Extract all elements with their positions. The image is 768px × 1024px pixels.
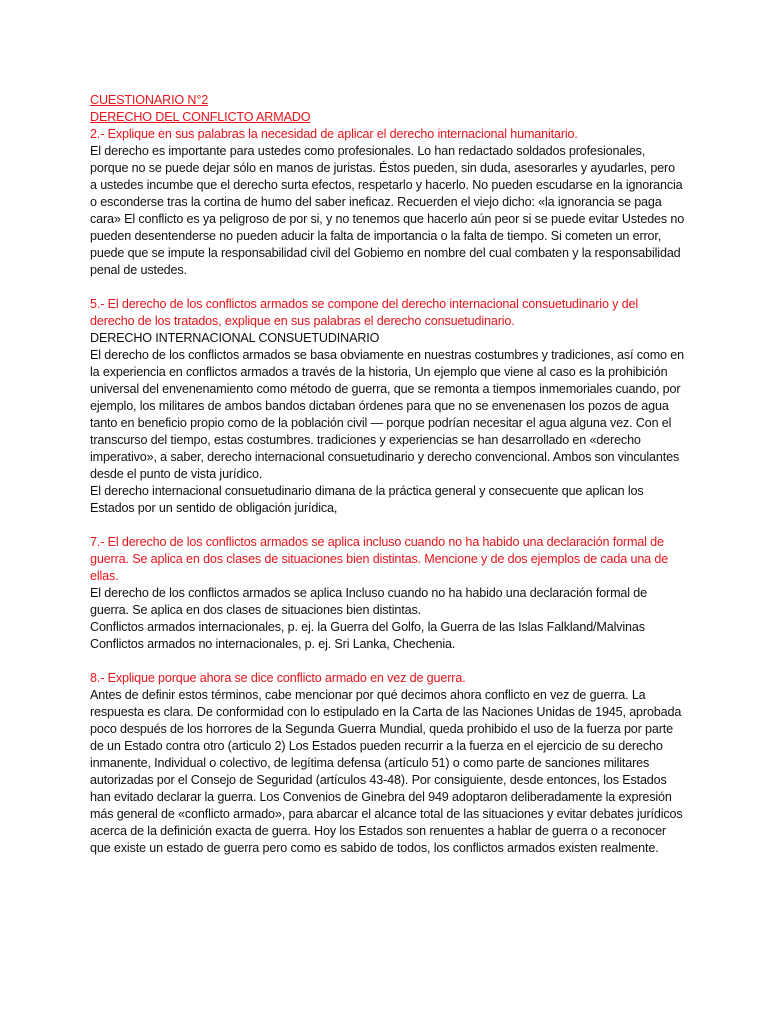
answer-7: El derecho de los conflictos armados se aplica Incluso cuando no ha habido una declaración formal de guerra. Se aplica en dos clases de situaciones bien distintas. [90,586,647,617]
document-page [90,92,685,857]
answer-5: El derecho de los conflictos armados se basa obviamente en nuestras costumbres y tradiciones, así como en la experiencia en conflictos armados a través de la historia, Un ejemplo que viene al caso es la prohibición universal del envenenamiento como método de guerra, que se remonta a tiempos inmemoriales cuando, por ejemplo, los militares de ambos bandos dictaban órdenes para que no se envenenasen los pozos de agua tanto en beneficio propio como de la población civil — porque podrían necesitar el agua alguna vez. Con el transcurso del tiempo, estas costumbres. tradiciones y experiencias se han desarrollado en «derecho imperativo», a saber, derecho internacional consuetudinario y derecho convencional. Ambos son vinculantes desde el punto de vista jurídico. [90,348,684,481]
spacer [90,517,685,534]
section-subheading: DERECHO INTERNACIONAL CONSUETUDINARIO [90,331,380,345]
answer-5-continued: El derecho internacional consuetudinario dimana de la práctica general y consecuente que aplican los Estados por un sentido de obligación jurídica, [90,484,644,515]
document-subtitle: DERECHO DEL CONFLICTO ARMADO [90,110,311,124]
answer-8: Antes de definir estos términos, cabe mencionar por qué decimos ahora conflicto en vez de guerra. La respuesta es clara. De conformidad con lo estipulado en la Carta de las Naciones Unidas de 1945, aprobada poco después de los horrores de la Segunda Guerra Mundial, queda prohibido el uso de la fuerza por parte de un Estado contra otro (articulo 2) Los Estados pueden recurrir a la fuerza en el ejercicio de su derecho inmanente, Individual o colectivo, de legítima defensa (artículo 51) o como parte de sanciones militares autorizadas por el Consejo de Seguridad (artículos 43-48). Por consiguiente, desde entonces, los Estados han evitado declarar la guerra. Los Convenios de Ginebra del 949 adoptaron deliberadamente la expresión más general de «conflicto armado», para abarcar el alcance total de las situaciones y evitar debates jurídicos acerca de la definición exacta de guerra. Hoy los Estados son renuentes a hablar de guerra o a reconocer que existe un estado de guerra pero como es sabido de todos, los conflictos armados existen realmente. [90,688,683,855]
answer-7-non-international: Conflictos armados no internacionales, p. ej. Sri Lanka, Chechenia. [90,637,456,651]
document-title: CUESTIONARIO N°2 [90,93,209,107]
answer-2: El derecho es importante para ustedes como profesionales. Lo han redactado soldados profesionales, porque no se puede dejar sólo en manos de juristas. Éstos pueden, sin duda, asesorarles y ayudarles, pero a ustedes incumbe que el derecho surta efectos, respetarlo y hacerlo. No pueden escudarse en la ignorancia o esconderse tras la cortina de humo del saber ineficaz. Recuerden el viejo dicho: «la ignorancia se paga cara» El conflicto es ya peligroso de por si, y no tenemos que hacerlo aún peor si se puede evitar Ustedes no pueden desentenderse no pueden aducir la falta de importancia o la falta de tiempo. Si cometen un error, puede que se impute la responsabilidad civil del Gobiemo en nombre del cual combaten y la responsabilidad penal de ustedes. [90,144,685,277]
answer-7-international: Conflictos armados internacionales, p. ej. la Guerra del Golfo, la Guerra de las Islas Falkland/Malvinas [90,620,645,634]
spacer [90,653,685,670]
question-5: 5.- El derecho de los conflictos armados se compone del derecho internacional consuetudinario y del derecho de los tratados, explique en sus palabras el derecho consuetudinario. [90,297,639,328]
question-2: 2.- Explique en sus palabras la necesidad de aplicar el derecho internacional humanitario. [90,127,578,141]
spacer [90,279,685,296]
question-8: 8.- Explique porque ahora se dice conflicto armado en vez de guerra. [90,671,466,685]
question-7: 7.- El derecho de los conflictos armados se aplica incluso cuando no ha habido una declaración formal de guerra. Se aplica en dos clases de situaciones bien distintas. Mencione y de dos ejemplos de cada una de ellas. [90,535,669,583]
